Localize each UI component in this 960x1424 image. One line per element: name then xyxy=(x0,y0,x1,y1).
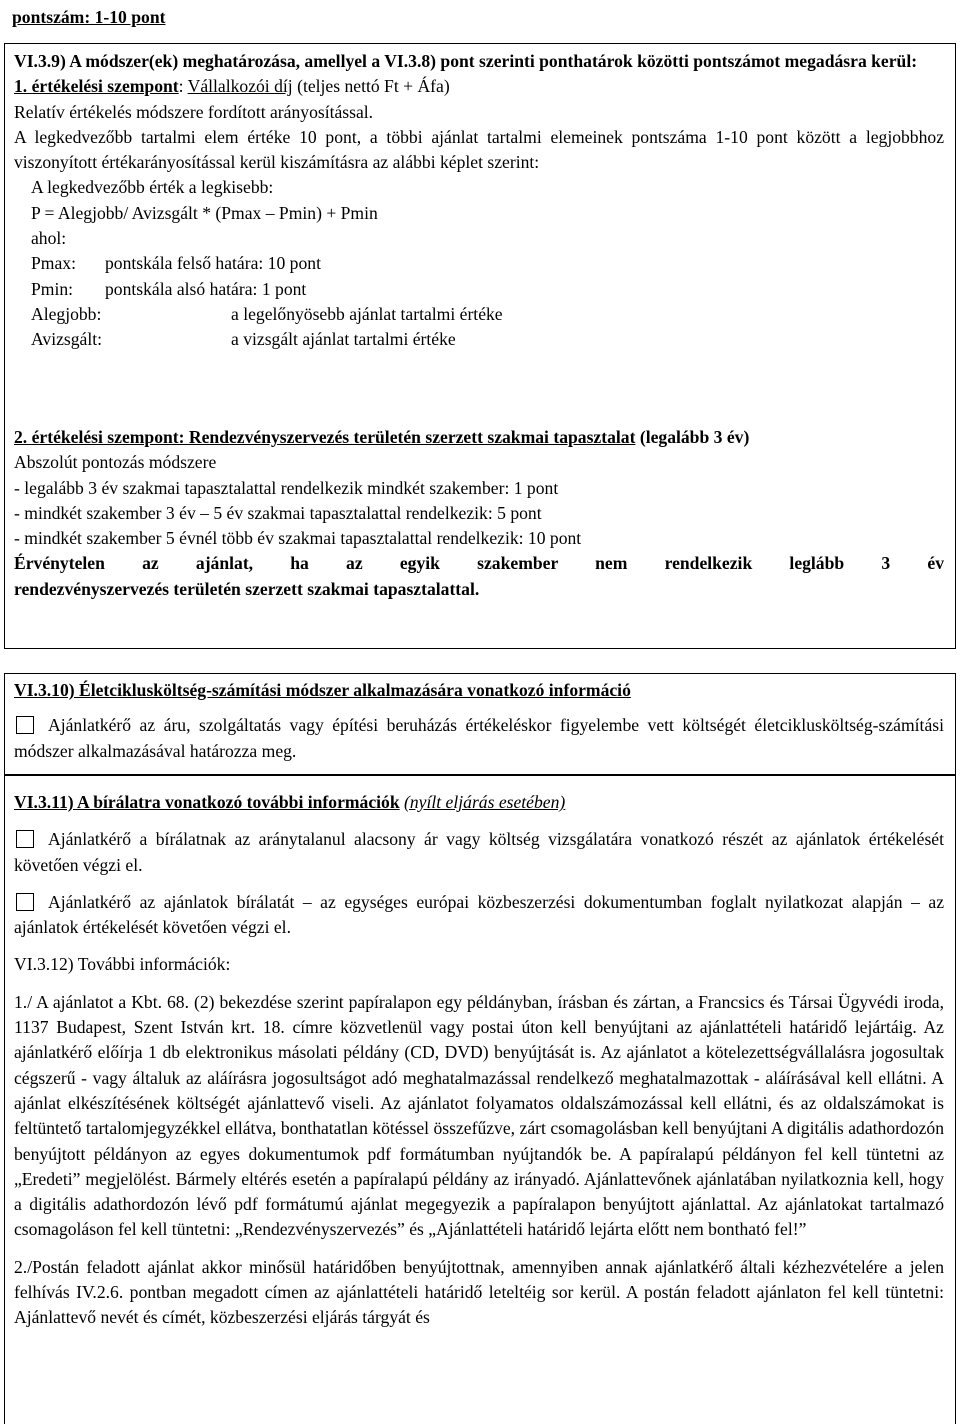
checkbox[interactable] xyxy=(16,716,34,734)
criterion-2-heading: 2. értékelési szempont: Rendezvényszervezés területén szerzett szakmai tapasztalat (legalább 3 év) xyxy=(14,427,750,447)
checkbox[interactable] xyxy=(16,830,34,848)
further-info-paragraph-1: 1./ A ajánlatot a Kbt. 68. (2) bekezdése szerint papíralapon egy példányban, írásban és zártan, a Francsics és Társai Ügyvédi iroda, 1137 Budapest, Szent István krt. 18. címre közvetlenül vagy postai úton kell benyújtani az ajánlattételi határidő lejártáig. Az ajánlatkérő előírja 1 db elektronikus másolati példány (CD, DVD) benyújtását is. Az ajánlatot a kötelezettségvállalásra jogosultak cégszerű - vagy általuk az aláírásra jogosultságot adó meghatalmazással rendelkező meghatalmazottak - aláírásával kell ellátni. A ajánlat elkészítésének költségét ajánlattevő viseli. Az ajánlatot folyamatos oldalszámozással kell ellátni, és az oldalszámokat is feltüntető tartalomjegyzékkel ellátva, bonthatatlan kötéssel összefűzve, zárt csomagolásban kell benyújtani A digitális adathordozón benyújtott példányon az egyes dokumentumok pdf formátumban nyújtandók be. A papíralapú példányon fel kell tüntetni az „Eredeti” megjelölést. Bármely eltérés esetén a papíralapú példány az irányadó. Ajánlattevőnek ajánlatában nyilatkoznia kell, hogy a digitális adathordozón lévő pdf formátumú ajánlat megegyezik a papíralapon benyújtott ajánlattal. Az ajánlatokat tartalmazó csomagoláson fel kell tüntetni: „Rendezvényszervezés” és „Ajánlattételi határidő lejárta előtt nem bontható fel!” xyxy=(14,991,944,1240)
score-range: pontszám: 1-10 pont xyxy=(12,7,166,27)
lifecycle-option: Ajánlatkérő az áru, szolgáltatás vagy építési beruházás értékeléskor figyelembe vett költségét életciklusköltség-számítási módszer alkalmazásával határozza meg. xyxy=(14,715,944,761)
section-title: VI.3.9) A módszer(ek) meghatározása, amellyel a VI.3.8) pont szerinti ponthatárok közötti pontszámot megadásra kerül: xyxy=(14,51,918,71)
criterion-1-method: Relatív értékelés módszere fordított arányosítással. xyxy=(14,101,374,122)
criterion-2-item: - mindkét szakember 5 évnél több év szakmai tapasztalattal rendelkezik: 10 pont xyxy=(14,528,582,549)
criterion-2-item: - mindkét szakember 3 év – 5 év szakmai tapasztalattal rendelkezik: 5 pont xyxy=(14,502,542,523)
section-title: VI.3.11) A bírálatra vonatkozó további információk (nyílt eljárás esetében) xyxy=(14,792,566,812)
criterion-1-description: A legkedvezőbb tartalmi elem értéke 10 pont, a többi ajánlat tartalmi elemeinek pontszáma 1-10 pont között a legjobbhoz viszonyított értékarányosítással kerül kiszámításra az alábbi képlet szerint: xyxy=(14,126,944,173)
criterion-2-item: - legalább 3 év szakmai tapasztalattal rendelkezik mindkét szakember: 1 pont xyxy=(14,477,559,498)
further-info-paragraph-2: 2./Postán feladott ajánlat akkor minősül határidőben benyújtottnak, amennyiben annak ajánlatkérő általi kézhezvételére a jelen felhívás IV.2.6. pontban megadott címen az ajánlattételi határidő leteltéig sor kerül. A postán feladott ajánlaton fel kell tüntetni: Ajánlattevő nevét és címét, közbeszerzési eljárás tárgyát és xyxy=(14,1256,944,1328)
evaluation-option-2: Ajánlatkérő az ajánlatok bírálatát – az egységes európai közbeszerzési dokumentumban foglalt nyilatkozat alapján – az ajánlatok értékelését követően végzi el. xyxy=(14,891,944,938)
section-evaluation-info xyxy=(4,775,956,1424)
invalid-offer-note-cont: rendezvényszervezés területén szerzett szakmai tapasztalattal. xyxy=(14,578,480,599)
section-evaluation-method xyxy=(4,43,956,649)
section-lifecycle-cost xyxy=(4,673,956,775)
checkbox[interactable] xyxy=(16,893,34,911)
evaluation-option-1: Ajánlatkérő a bírálatnak az aránytalanul alacsony ár vagy költség vizsgálatára vonatkozó részét az ajánlatok értékelését követően végzi el. xyxy=(14,829,944,875)
further-info-title: VI.3.12) További információk: xyxy=(14,954,231,975)
formula: P = Alegjobb/ Avizsgált * (Pmax – Pmin) + Pmin xyxy=(31,202,378,223)
invalid-offer-note: Érvénytelen az ajánlat, ha az egyik szakember nem rendelkezik leglább 3 év xyxy=(14,553,944,574)
section-title: VI.3.10) Életciklusköltség-számítási módszer alkalmazására vonatkozó információ xyxy=(14,680,631,700)
formula-var-alegjobb: Alegjobb: a legelőnyösebb ajánlat tartalmi értéke xyxy=(31,303,503,324)
formula-var-pmax: Pmax: pontskála felső határa: 10 pont xyxy=(31,253,321,274)
formula-var-pmin: Pmin: pontskála alsó határa: 1 pont xyxy=(31,278,307,299)
criterion-1-heading: 1. értékelési szempont: Vállalkozói díj (teljes nettó Ft + Áfa) xyxy=(14,76,450,97)
criterion-2-method: Abszolút pontozás módszere xyxy=(14,452,217,473)
formula-where: ahol: xyxy=(31,228,67,249)
formula-block xyxy=(14,175,944,352)
formula-intro: A legkedvezőbb érték a legkisebb: xyxy=(31,177,274,198)
formula-var-avizsgalt: Avizsgált: a vizsgált ajánlat tartalmi értéke xyxy=(31,329,456,350)
